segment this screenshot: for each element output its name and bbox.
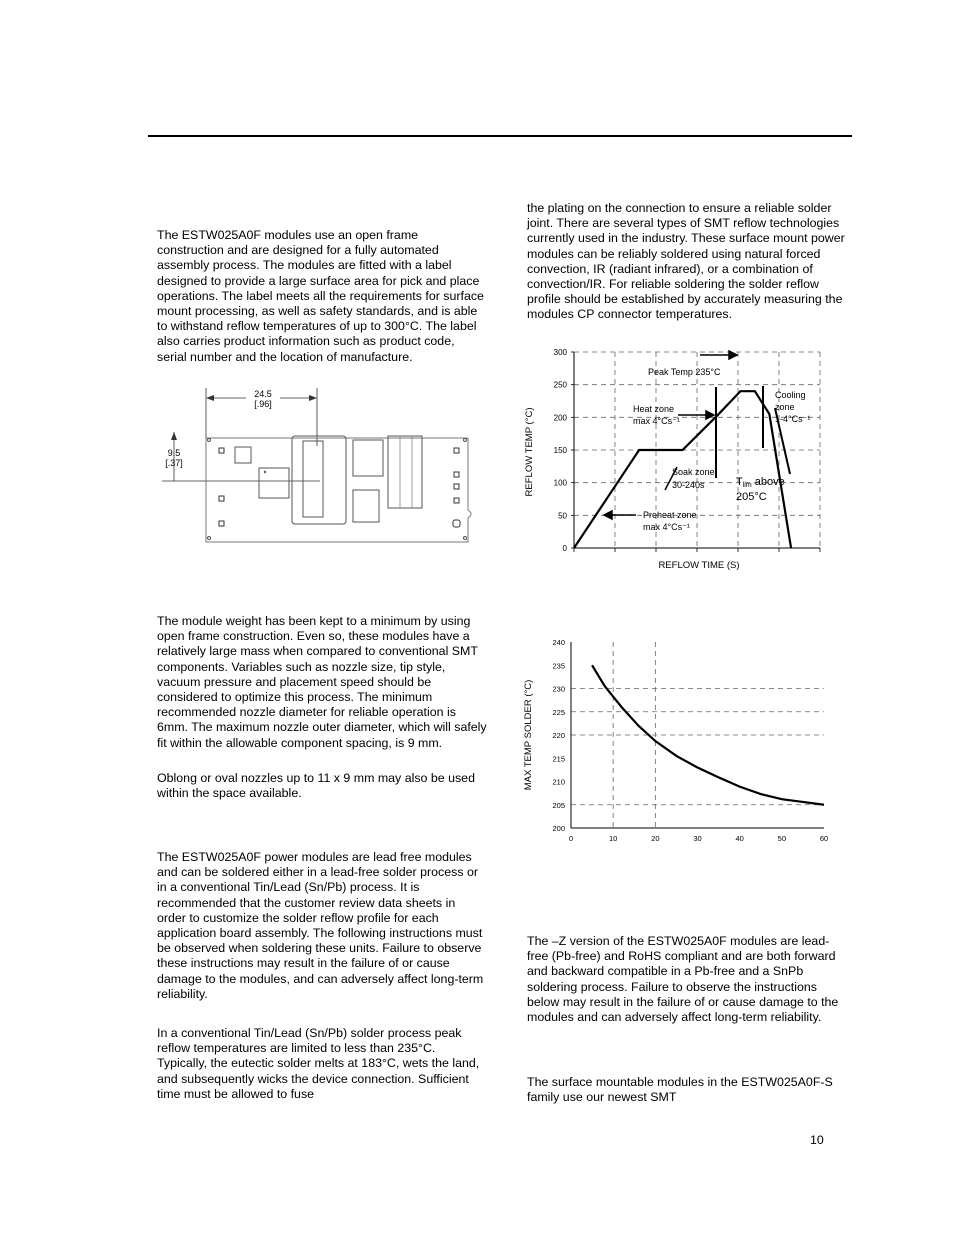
chart2-xtick-label: 50 [777,834,787,843]
dim-width-value: 24.5 [254,389,272,399]
chart1-ytick-label: 250 [553,380,567,390]
chart2-ylabel: MAX TEMP SOLDER (°C) [523,679,534,791]
chart2-ytick-label: 240 [552,638,565,647]
tlim-temp: 205°C [736,491,767,503]
dim-height-value: 9.5 [167,448,181,458]
page-number: 10 [810,1133,824,1147]
chart1-ytick-label: 0 [562,544,567,553]
chart2-xtick-label: 0 [568,834,574,843]
chart2-ytick-label: 210 [552,777,565,787]
cooling-zone-rate: 1-4°Cs⁻¹ [775,414,811,424]
heat-zone-label: Heat zone [633,404,675,414]
module-outline-drawing [160,384,480,550]
peak-temp-label: Peak Temp 235°C [648,367,721,377]
intro-paragraph: The ESTW025A0F modules use an open frame construction and are designed for a fully automated assembly process. The modules are fitted with a label designed to provide a large surface area for pick and place operations. The label meets all the requirements for surface mount processing, as well as safety standards, and is able to withstand reflow temperatures of up to 300°C. The label also carries product information such as product code, serial number and the location of manufacture. [157,228,484,364]
lead-free-paragraph: The ESTW025A0F power modules are lead free modules and can be soldered either in a lead-free solder process or in a conventional Tin/Lead (Sn/Pb) process. It is recommended that the customer review data sheets in order to customize the solder reflow profile for each application board assembly. The following instructions must be observed when soldering these units. Failure to observe these instructions may result in the failure of or cause damage to the modules, and can adversely affect long-term reliability. [157,850,484,1001]
dim-width-inches: [.96] [254,399,272,409]
preheat-zone-label: Preheat zone [643,510,697,520]
cooling-zone-label-2: zone [775,402,795,412]
chart1-ytick-label: 300 [553,348,567,357]
header-rule [148,135,852,137]
chart1-ytick-label: 50 [558,511,567,521]
cooling-zone-label: Cooling [775,390,806,400]
chart2-xtick-label: 30 [693,834,702,843]
dim-height-inches: [.37] [165,458,183,468]
chart1-ytick-label: 150 [553,446,567,455]
chart2-xtick-label: 60 [819,834,829,843]
tlim-label: Tlim above [736,476,785,489]
tin-lead-paragraph: In a conventional Tin/Lead (Sn/Pb) solder process peak reflow temperatures are limited to less than 235°C. Typically, the eutectic solder melts at 183°C, wets the land, and subsequently wicks the device connection. Sufficient time must be allowed to fuse [157,1026,480,1101]
reflow-technology-paragraph: the plating on the connection to ensure a reliable solder joint. There are several types of SMT reflow technologies currently used in the industry. These surface mount power modules can be reliably soldered using natural forced convection, IR (radiant infrared), or a combination of convection/IR. For reliable soldering the solder reflow profile should be established by accurately measuring the modules CP connector temperatures. [527,201,845,322]
chart2-ytick-label: 200 [552,824,565,833]
oblong-paragraph: Oblong or oval nozzles up to 11 x 9 mm may also be used within the space available. [157,771,475,801]
soak-zone-time: 30-240s [672,480,705,490]
chart2-ytick-label: 230 [552,684,565,694]
chart2-ytick-label: 205 [552,800,565,810]
chart1-ytick-label: 200 [553,413,567,423]
chart1-ytick-label: 100 [553,478,567,488]
chart2-ytick-label: 235 [552,661,565,671]
chart2-ytick-label: 215 [552,754,565,764]
soak-zone-label: Soak zone [672,467,715,477]
max-temp-solder-chart [510,632,840,852]
z-version-paragraph: The –Z version of the ESTW025A0F modules are lead-free (Pb-free) and RoHS compliant and are both forward and backward compatible in a Pb-free and a SnPb soldering process. Failure to observe the instructions below may result in the failure of or cause damage to the modules and can adversely affect long-term reliability. [527,934,839,1025]
chart2-xtick-label: 10 [608,834,618,843]
chart2-ytick-label: 225 [552,707,565,717]
smt-family-paragraph: The surface mountable modules in the ESTW025A0F-S family use our newest SMT [527,1075,833,1105]
chart1-ylabel: REFLOW TEMP (°C) [524,407,535,497]
chart2-xtick-label: 40 [735,834,744,843]
reflow-profile-chart [510,340,840,580]
nozzle-paragraph: The module weight has been kept to a minimum by using open frame construction. Even so, these modules have a relatively large mass when compared to conventional SMT components. Variables such as nozzle size, tip style, vacuum pressure and placement speed should be considered to optimize this process. The minimum recommended nozzle diameter for reliable operation is 6mm. The maximum nozzle outer diameter, which will safely fit within the allowable component spacing, is 9 mm. [157,614,487,750]
chart1-xlabel: REFLOW TIME (S) [658,560,740,571]
chart2-xtick-label: 20 [651,834,660,843]
preheat-zone-rate: max 4°Cs⁻¹ [643,522,690,532]
heat-zone-rate: max 4°Cs⁻¹ [633,416,680,426]
chart2-ytick-label: 220 [552,731,565,740]
